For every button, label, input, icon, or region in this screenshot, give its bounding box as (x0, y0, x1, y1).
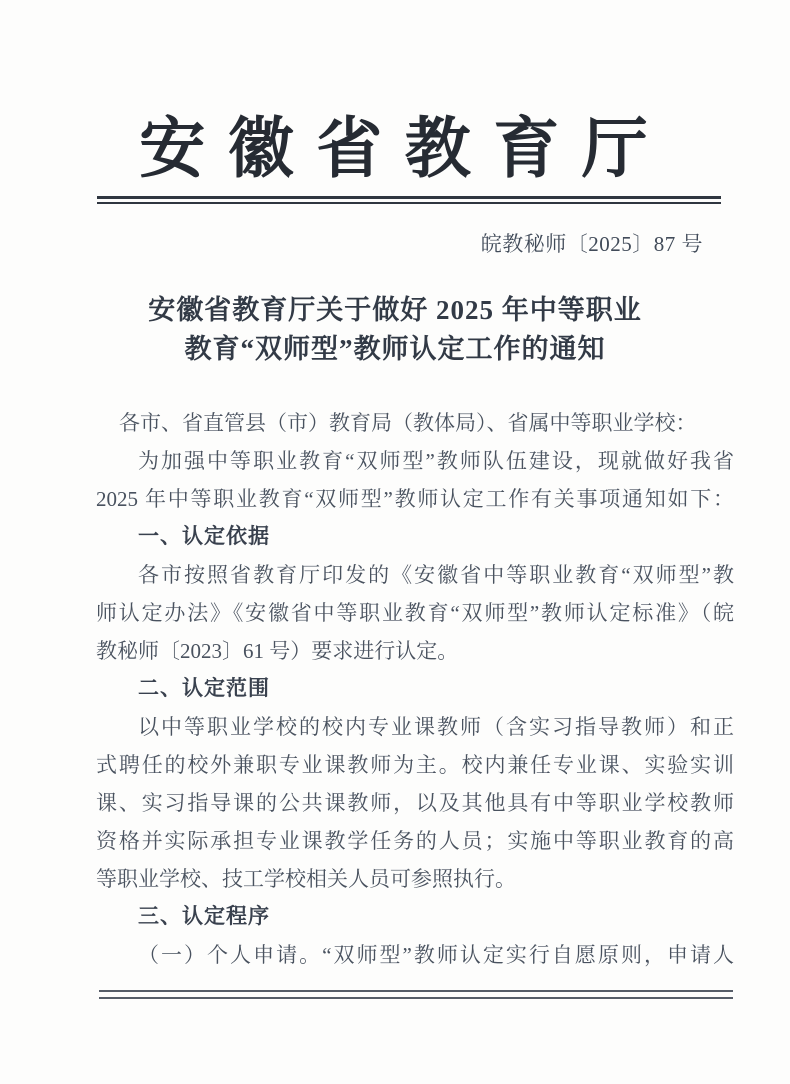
body-line: 教秘师〔2023〕61 号）要求进行认定。 (96, 639, 459, 663)
body-line: 课、实习指导课的公共课教师，以及其他具有中等职业学校教师 (96, 791, 734, 815)
body-line: 式聘任的校外兼职专业课教师为主。校内兼任专业课、实验实训 (96, 753, 734, 777)
section-heading: 二、认定范围 (138, 677, 270, 700)
doc-number: 皖教秘师〔2025〕87 号 (480, 232, 703, 256)
header-rule (97, 196, 721, 204)
doc-title (0, 291, 790, 369)
body-line: 各市、省直管县（市）教育局（教体局）、省属中等职业学校： (119, 411, 697, 435)
section-heading: 三、认定程序 (138, 905, 270, 928)
body-line: 各市按照省教育厅印发的《安徽省中等职业教育“双师型”教 (138, 563, 734, 587)
doc-body (96, 404, 734, 974)
section-heading: 一、认定依据 (138, 525, 270, 548)
body-line: 为加强中等职业教育“双师型”教师队伍建设，现就做好我省 (138, 449, 734, 473)
body-line: 以中等职业学校的校内专业课教师（含实习指导教师）和正 (138, 715, 734, 739)
agency-masthead: 安 徽 省 教 育 厅 (139, 113, 651, 186)
body-line: 资格并实际承担专业课教学任务的人员；实施中等职业教育的高 (96, 829, 734, 853)
body-line: 师认定办法》《安徽省中等职业教育“双师型”教师认定标准》（皖 (96, 601, 734, 625)
body-line: 2025 年中等职业教育“双师型”教师认定工作有关事项通知如下： (96, 487, 734, 511)
footer-rule (99, 990, 733, 999)
doc-title-line1: 安徽省教育厅关于做好 2025 年中等职业 (148, 295, 642, 325)
doc-title-line2: 教育“双师型”教师认定工作的通知 (184, 334, 606, 364)
body-line: 等职业学校、技工学校相关人员可参照执行。 (96, 867, 516, 891)
body-line: （一）个人申请。“双师型”教师认定实行自愿原则，申请人 (138, 943, 734, 967)
